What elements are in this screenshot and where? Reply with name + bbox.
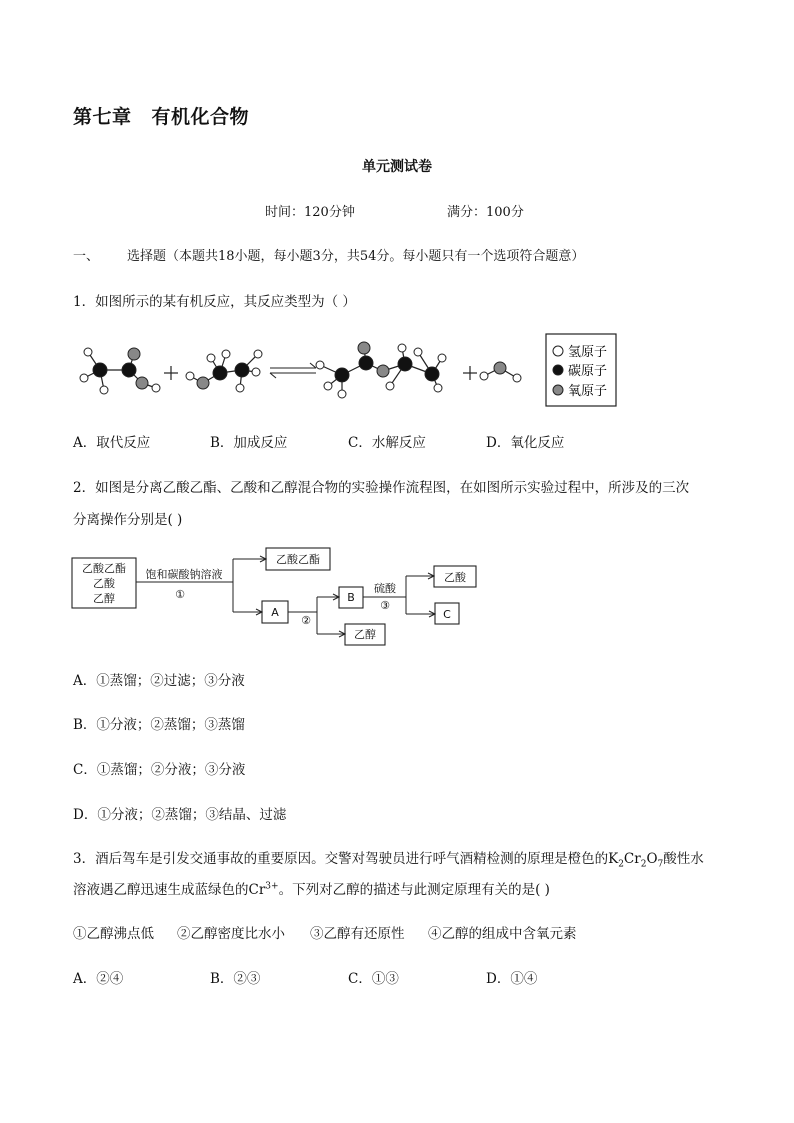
carbon-atom [235, 363, 249, 377]
chapter-heading [73, 102, 249, 129]
q2-option-c[interactable]: C．①蒸馏；②分液；③分液 [73, 762, 246, 778]
product-ethanol: 乙醇 [354, 628, 376, 641]
hydrogen-atom [438, 354, 446, 362]
carbon-atom [213, 366, 227, 380]
chromium-ion [249, 882, 279, 898]
oxygen-atom [136, 377, 148, 389]
q1-option-a[interactable]: A．取代反应 [73, 435, 151, 451]
product-ethyl-acetate: 乙酸乙酯 [276, 553, 320, 566]
exam-time: 时间：120分钟 [265, 205, 355, 220]
formula-o: O [646, 851, 658, 867]
q2-option-d[interactable]: D．①分液；②蒸馏；③结晶、过滤 [73, 807, 287, 823]
step-2-label: ② [301, 614, 311, 627]
q2-option-a[interactable]: A．①蒸馏；②过滤；③分液 [73, 673, 245, 689]
section-number: 一、 [73, 249, 100, 264]
section-text: 选择题（本题共18小题，每小题3分，共54分。每小题只有一个选项符合题意） [127, 249, 585, 264]
hydrogen-atom [207, 354, 215, 362]
hydrogen-atom [252, 368, 260, 376]
carbon-atom [93, 363, 107, 377]
hydrogen-atom [434, 384, 442, 392]
q2-option-b[interactable]: B．①分液；②蒸馏；③蒸馏 [73, 717, 245, 733]
ion-symbol: Cr [248, 882, 266, 898]
hydrogen-atom [236, 384, 244, 392]
page-title: 单元测试卷 [362, 159, 432, 175]
reagent-sodium-carbonate: 饱和碳酸钠溶液 [145, 568, 223, 581]
carbon-legend-icon [553, 365, 563, 375]
c-label: C [443, 608, 451, 621]
q3-option-d[interactable]: D．①④ [486, 971, 538, 987]
q3-statement-3: ③乙醇有还原性 [310, 926, 405, 942]
q1-option-d[interactable]: D．氧化反应 [486, 435, 565, 451]
oxygen-atom [128, 348, 140, 360]
legend-hydrogen: 氢原子 [568, 345, 608, 360]
oxygen-atom [358, 342, 370, 354]
hydrogen-atom [338, 390, 346, 398]
ion-charge: 3+ [265, 881, 279, 892]
section-heading [73, 245, 584, 264]
formula-cr-sub: 2 [640, 859, 647, 870]
hydrogen-atom [222, 350, 230, 358]
question-3-stem-line1 [73, 847, 704, 870]
carbon-atom [398, 357, 412, 371]
hydrogen-atom [324, 382, 332, 390]
hydrogen-atom [513, 374, 521, 382]
chapter-number: 第七章 [73, 106, 132, 128]
carbon-atom [335, 368, 349, 382]
reagent-sulfuric-acid: 硫酸 [374, 582, 396, 595]
hydrogen-atom [316, 361, 324, 369]
hydrogen-legend-icon [553, 346, 563, 356]
oxygen-atom [494, 362, 506, 374]
mixture-ethanol: 乙醇 [93, 592, 115, 605]
formula-o-sub: 7 [657, 859, 664, 870]
q3-statement-1: ①乙醇沸点低 [73, 926, 154, 942]
equilibrium-arrow-icon [270, 363, 316, 378]
q3-stem-text-a: 3．酒后驾车是引发交通事故的重要原因。交警对驾驶员进行呼气酒精检测的原理是橙色的 [73, 851, 609, 867]
hydrogen-atom [186, 372, 194, 380]
q3-option-c[interactable]: C．①③ [348, 971, 399, 987]
separation-flowchart [70, 542, 490, 652]
carbon-atom [425, 367, 439, 381]
step-1-label: ① [175, 588, 185, 601]
formula-cr: Cr [623, 851, 641, 867]
legend-oxygen: 氧原子 [568, 384, 608, 399]
hydrogen-atom [152, 384, 160, 392]
q3-stem-text-d: 。下列对乙醇的描述与此测定原理有关的是( ) [278, 882, 550, 898]
q3-stem-text-b: 酸性水 [663, 851, 704, 867]
a-label: A [271, 606, 279, 619]
oxygen-atom [197, 377, 209, 389]
oxygen-atom [377, 365, 389, 377]
hydrogen-atom [80, 374, 88, 382]
q1-option-b[interactable]: B．加成反应 [210, 435, 288, 451]
atom-legend [546, 334, 616, 406]
exam-score: 满分：100分 [447, 205, 524, 220]
q3-statement-2: ②乙醇密度比水小 [177, 926, 285, 942]
step-3-label: ③ [380, 599, 390, 612]
question-1-stem: 1．如图所示的某有机反应，其反应类型为（ ） [73, 294, 356, 310]
q1-option-c[interactable]: C．水解反应 [348, 435, 426, 451]
chapter-title: 有机化合物 [151, 106, 250, 128]
question-3-stem-line2 [73, 878, 550, 898]
formula-k-sub: 2 [618, 859, 624, 870]
hydrogen-atom [254, 350, 262, 358]
product-acetic-acid: 乙酸 [444, 571, 466, 584]
hydrogen-atom [398, 344, 406, 352]
hydrogen-atom [84, 348, 92, 356]
oxygen-legend-icon [553, 385, 563, 395]
b-label: B [347, 591, 355, 604]
q3-option-b[interactable]: B．②③ [210, 971, 261, 987]
hydrogen-atom [386, 382, 394, 390]
q3-statement-4: ④乙醇的组成中含氧元素 [428, 926, 577, 942]
mixture-ethyl-acetate: 乙酸乙酯 [82, 562, 126, 575]
mixture-acetic-acid: 乙酸 [93, 577, 115, 590]
hydrogen-atom [480, 372, 488, 380]
question-2-stem-line1: 2．如图是分离乙酸乙酯、乙酸和乙醇混合物的实验操作流程图，在如图所示实验过程中，所涉及的三次 [73, 480, 690, 496]
q3-stem-text-c: 溶液遇乙醇迅速生成蓝绿色的 [73, 882, 249, 898]
reaction-diagram [70, 328, 630, 408]
hydrogen-atom [414, 348, 422, 356]
question-2-stem-line2: 分离操作分别是( ) [73, 512, 183, 528]
q3-option-a[interactable]: A．②④ [73, 971, 124, 987]
formula-k: K [608, 851, 619, 867]
hydrogen-atom [100, 386, 108, 394]
dichromate-formula [608, 851, 664, 870]
legend-carbon: 碳原子 [568, 364, 608, 379]
carbon-atom [359, 356, 373, 370]
carbon-atom [122, 363, 136, 377]
